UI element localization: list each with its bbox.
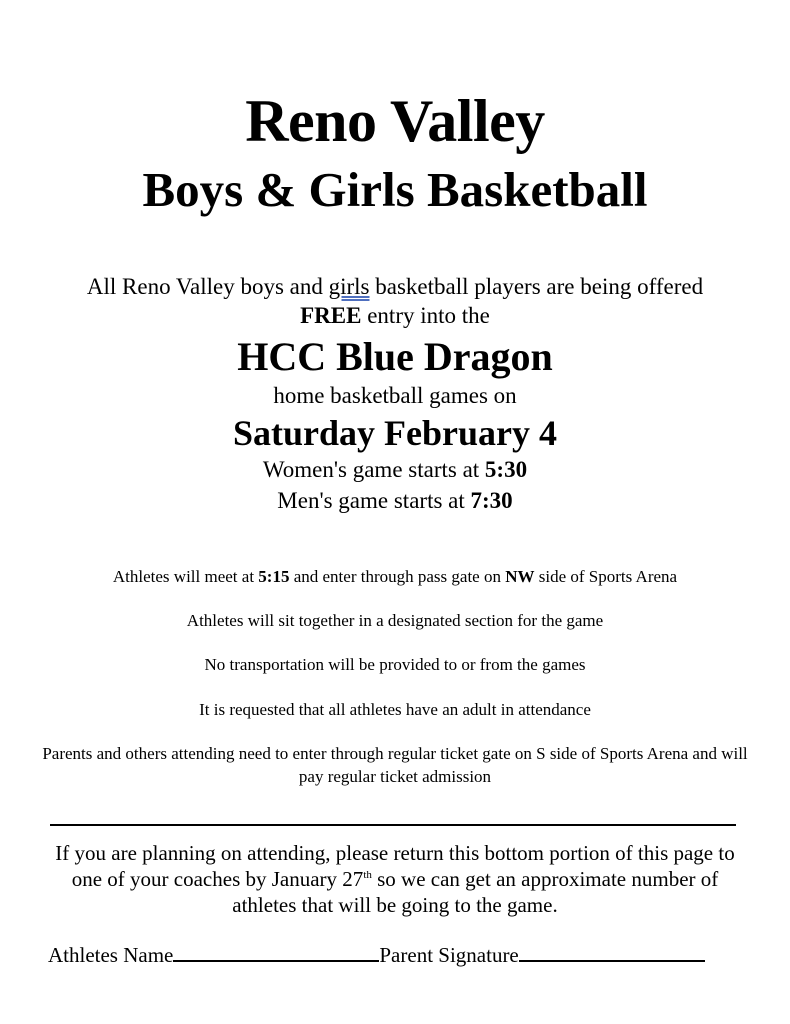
cut-line-divider	[50, 824, 736, 826]
return-instructions	[45, 840, 745, 918]
flyer-title: Reno Valley	[245, 88, 545, 154]
transport-info: No transportation will be provided to or from the games	[204, 655, 586, 674]
adult-info: It is requested that all athletes have an adult in attendance	[199, 700, 591, 719]
meet-pre: Athletes will meet at	[112, 567, 259, 586]
meet-side: NW	[505, 567, 535, 586]
womens-game-time: 5:30	[484, 457, 528, 482]
meet-time: 5:15	[258, 567, 290, 586]
athlete-name-label: Athletes Name	[48, 943, 174, 967]
event-name: HCC Blue Dragon	[237, 334, 553, 379]
event-subtext: home basketball games on	[273, 383, 517, 408]
meeting-info	[40, 565, 750, 588]
intro-paragraph	[0, 272, 790, 330]
intro-line-1-pre: All Reno Valley boys and	[86, 274, 329, 299]
intro-underlined-word: girls	[328, 274, 370, 299]
athlete-name-field[interactable]	[173, 942, 379, 962]
parent-signature-field[interactable]	[519, 942, 705, 962]
intro-line-2	[0, 301, 790, 330]
intro-line-1	[0, 272, 790, 301]
event-date: Saturday February 4	[233, 413, 557, 453]
womens-game-prefix: Women's game starts at	[262, 457, 485, 482]
parents-info: Parents and others attending need to enter through regular ticket gate on S side of Sports Arena and will pay regular ticket admission	[42, 744, 748, 786]
mens-game-prefix: Men's game starts at	[277, 488, 471, 513]
intro-line-1-post: basketball players are being offered	[369, 274, 704, 299]
meet-post: side of Sports Arena	[534, 567, 678, 586]
intro-line-2-rest: entry into the	[361, 303, 490, 328]
flyer-subtitle: Boys & Girls Basketball	[142, 162, 648, 217]
return-text-post: so we can get an approximate number of athletes that will be going to the game.	[232, 867, 719, 917]
return-superscript: th	[363, 869, 372, 881]
seating-info: Athletes will sit together in a designated section for the game	[186, 611, 604, 630]
womens-game-line	[0, 455, 790, 484]
mens-game-time: 7:30	[470, 488, 513, 513]
mens-game-line	[0, 486, 790, 515]
signature-row	[48, 941, 748, 969]
free-label: FREE	[300, 303, 362, 328]
meet-mid: and enter through pass gate on	[289, 567, 506, 586]
parent-signature-label: Parent Signature	[379, 943, 519, 967]
return-text-pre: If you are planning on attending, please return this bottom portion of this page to one of your coaches by January 27	[55, 841, 735, 891]
